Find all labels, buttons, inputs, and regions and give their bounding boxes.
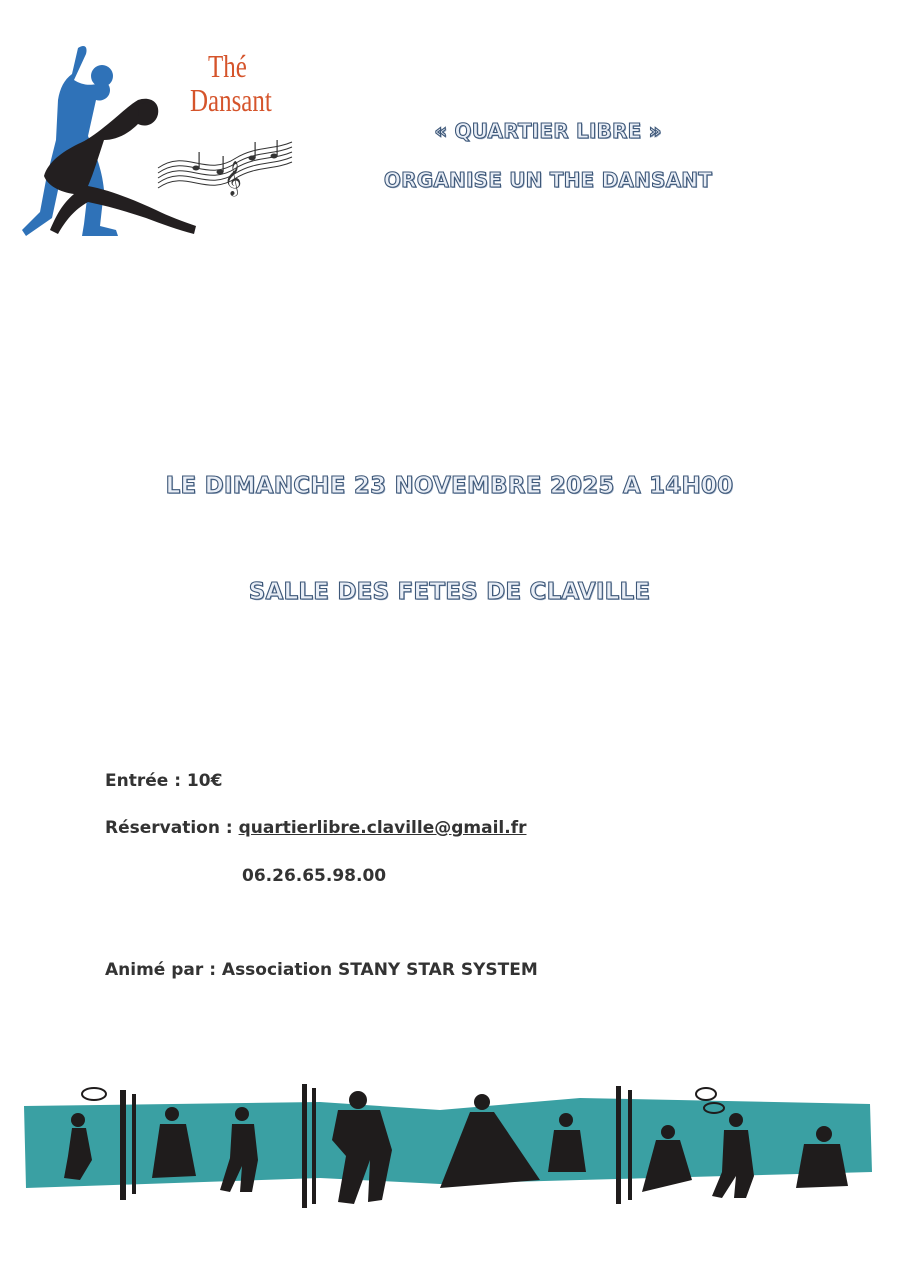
retro-dance-party-icon — [20, 1080, 880, 1220]
reservation-phone: 06.26.65.98.00 — [242, 866, 387, 886]
logo-word-the: Thé — [208, 48, 247, 84]
event-date: LE DIMANCHE 23 NOVEMBRE 2025 A 14H00 — [165, 473, 734, 499]
logo-word-dansant: Dansant — [190, 82, 272, 118]
svg-text:𝄞: 𝄞 — [224, 161, 242, 196]
reservation-line — [105, 818, 526, 838]
dance-party-banner — [20, 1080, 880, 1220]
event-venue: SALLE DES FETES DE CLAVILLE — [248, 579, 651, 605]
entry-price: Entrée : 10€ — [105, 771, 223, 791]
reservation-label: Réservation : — [105, 818, 239, 838]
header-line-2: ORGANISE UN THE DANSANT — [383, 168, 713, 192]
animated-by: Animé par : Association STANY STAR SYSTEM — [105, 960, 538, 980]
reservation-email-link[interactable]: quartierlibre.claville@gmail.fr — [238, 818, 527, 838]
header-line-1: « QUARTIER LIBRE » — [434, 119, 662, 143]
